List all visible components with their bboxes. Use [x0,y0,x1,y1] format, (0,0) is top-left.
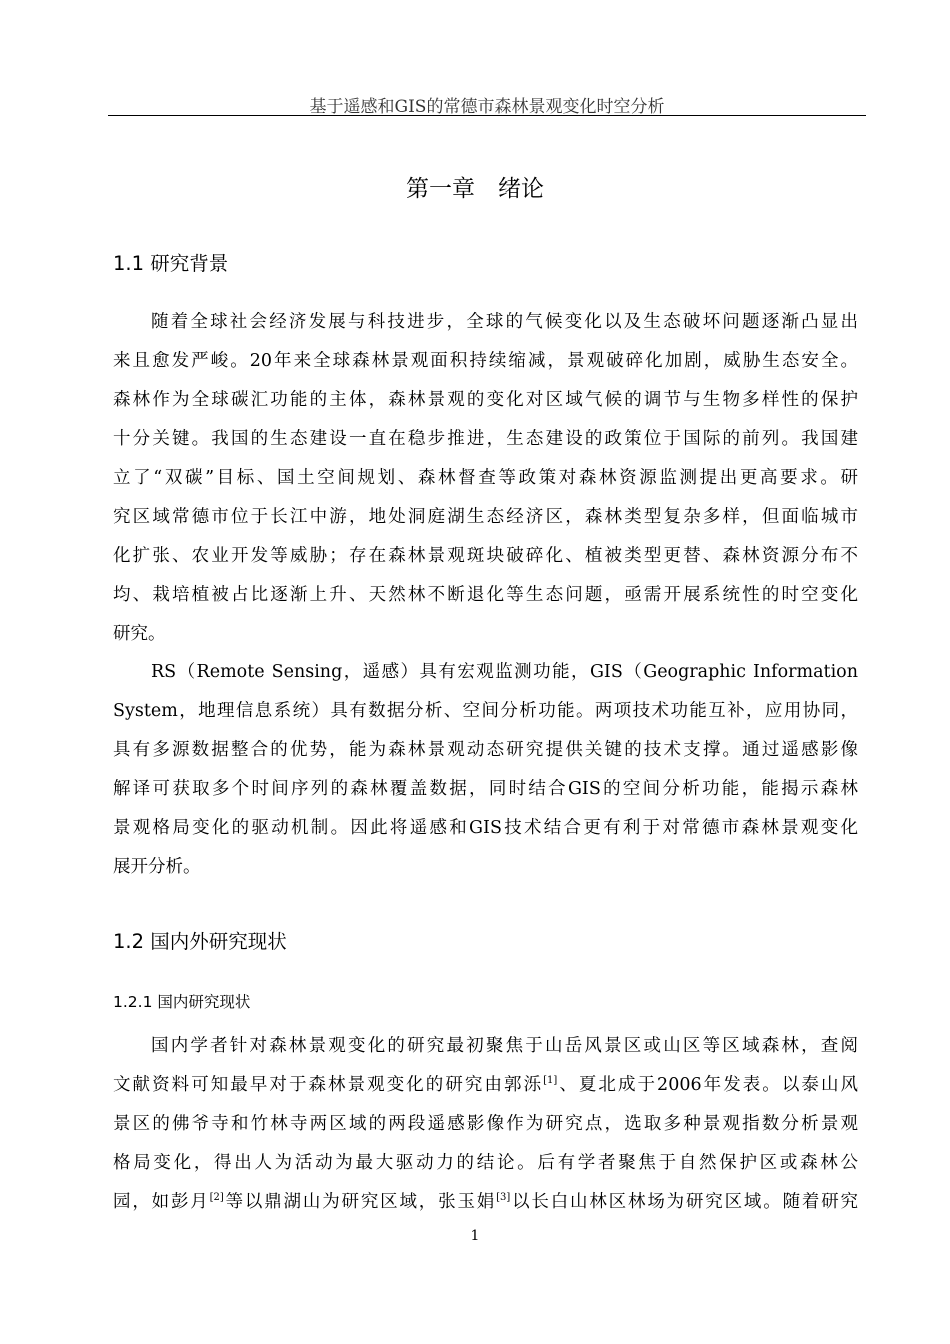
text-line: 究区域常德市位于长江中游，地处洞庭湖生态经济区，森林类型复杂多样，但面临城市 [113,507,858,527]
text-line: 立了“双碳”目标、国土空间规划、森林督查等政策对森林资源监测提出更高要求。研 [113,468,858,488]
subsection-heading-1-2-1: 1.2.1 国内研究现状 [113,993,251,1011]
text-segment: 园，如彭月 [113,1192,210,1212]
text-line: 格局变化，得出人为活动为最大驱动力的结论。后有学者聚焦于自然保护区或森林公 [113,1153,858,1173]
header-rule [108,115,866,116]
text-line: 森林作为全球碳汇功能的主体，森林景观的变化对区域气候的调节与生物多样性的保护 [113,390,858,410]
text-line: 具有多源数据整合的优势，能为森林景观动态研究提供关键的技术支撑。通过遥感影像 [113,740,858,760]
chapter-title: 第一章 绪论 [406,176,544,202]
text-line: 研究。 [113,624,166,644]
text-segment: 以长白山林区林场为研究区域。随着研究 [510,1192,859,1212]
text-line: 十分关键。我国的生态建设一直在稳步推进，生态建设的政策位于国际的前列。我国建 [113,429,858,449]
text-line: 均、栽培植被占比逐渐上升、天然林不断退化等生态问题，亟需开展系统性的时空变化 [113,585,858,605]
citation-ref[interactable]: [2] [209,1192,224,1204]
text-line: RS（Remote Sensing，遥感）具有宏观监测功能，GIS（Geographic Information [151,662,858,682]
text-segment: 文献资料可知最早对于森林景观变化的研究由郭泺 [113,1075,544,1095]
text-line: 解译可获取多个时间序列的森林覆盖数据，同时结合GIS的空间分析功能，能揭示森林 [113,779,858,799]
text-line: 化扩张、农业开发等威胁；存在森林景观斑块破碎化、植被类型更替、森林资源分布不 [113,546,858,566]
text-line: 国内学者针对森林景观变化的研究最初聚焦于山岳风景区或山区等区域森林，查阅 [151,1036,858,1056]
text-line: 来且愈发严峻。20年来全球森林景观面积持续缩减，景观破碎化加剧，威胁生态安全。 [113,351,858,371]
text-line: 展开分析。 [113,857,201,877]
citation-ref[interactable]: [3] [496,1192,511,1204]
section-heading-1-1: 1.1 研究背景 [113,252,229,275]
text-segment: 、夏北成于2006年发表。以泰山风 [557,1075,858,1095]
text-line: System，地理信息系统）具有数据分析、空间分析功能。两项技术功能互补，应用协同， [113,701,858,721]
running-header: 基于遥感和GIS的常德市森林景观变化时空分析 [309,97,665,117]
text-line [113,1066,858,1105]
paragraph-background [113,303,858,654]
text-line [113,1183,858,1222]
text-line: 景观格局变化的驱动机制。因此将遥感和GIS技术结合更有利于对常德市森林景观变化 [113,818,858,838]
citation-ref[interactable]: [1] [543,1075,558,1087]
page-number: 1 [470,1228,480,1244]
text-line: 景区的佛爷寺和竹林寺两区域的两段遥感影像作为研究点，选取多种景观指数分析景观 [113,1114,858,1134]
text-segment: 等以鼎湖山为研究区域，张玉娟 [223,1192,497,1212]
paragraph-domestic-research [113,1027,858,1222]
paragraph-rs-gis [113,653,858,887]
text-line: 随着全球社会经济发展与科技进步，全球的气候变化以及生态破坏问题逐渐凸显出 [151,312,858,332]
section-heading-1-2: 1.2 国内外研究现状 [113,930,287,953]
